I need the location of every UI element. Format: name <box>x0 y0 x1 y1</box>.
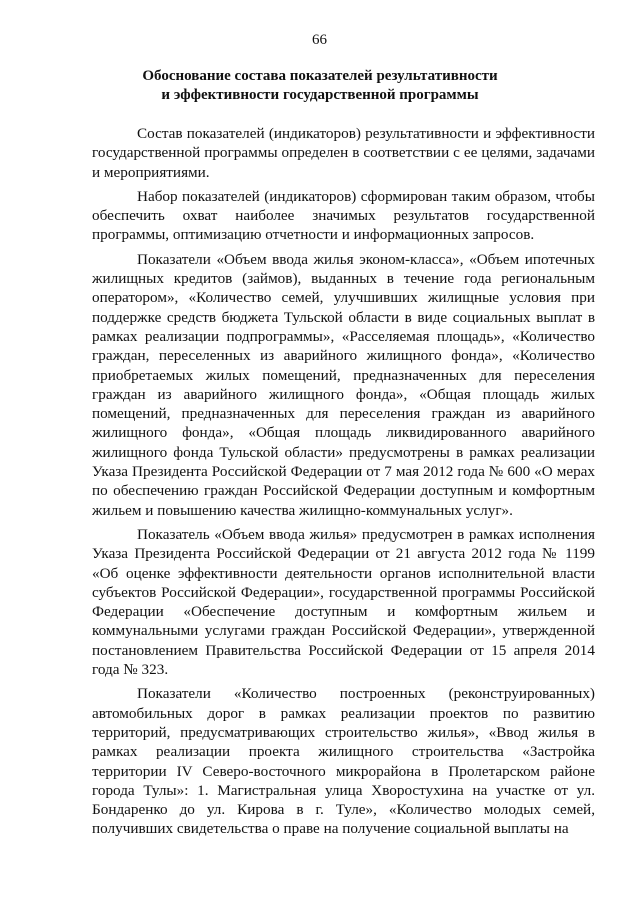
section-title-line-2: и эффективности государственной программы <box>161 87 479 103</box>
paragraph-3: Показатели «Объем ввода жилья эконом-класса», «Объем ипотечных жилищных кредитов (займов), выданных в течение года региональным оператором», «Количество семей, улучшивших жилищные условия при поддержке средств бюджета Тульской области в виде социальных выплат в рамках реализации подпрограммы», «Расселяемая площадь», «Количество граждан, переселенных из аварийного жилищного фонда», «Количество приобретаемых жилых помещений, предназначенных для переселения граждан из аварийного жилищного фонда», «Общая площадь жилых помещений, предназначенных для переселения граждан из аварийного жилищного фонда», «Общая площадь ликвидированного аварийного жилищного фонда Тульской области» предусмотрены в рамках реализации Указа Президента Российской Федерации от 7 мая 2012 года № 600 «О мерах по обеспечению граждан Российской Федерации доступным и комфортным жильем и повышению качества жилищно-коммунальных услуг». <box>92 250 595 519</box>
page-number: 66 <box>312 32 327 48</box>
document-body <box>92 124 595 844</box>
section-title-line-1: Обоснование состава показателей результативности <box>142 68 498 84</box>
paragraph-4: Показатель «Объем ввода жилья» предусмотрен в рамках исполнения Указа Президента Российской Федерации от 21 августа 2012 года № 1199 «Об оценке эффективности деятельности органов исполнительной власти субъектов Российской Федерации», государственной программы Российской Федерации «Обеспечение доступным и комфортным жильем и коммунальными услугами граждан Российской Федерации», утвержденной постановлением Правительства Российской Федерации от 15 апреля 2014 года № 323. <box>92 525 595 679</box>
paragraph-1: Состав показателей (индикаторов) результативности и эффективности государственной программы определен в соответствии с ее целями, задачами и мероприятиями. <box>92 125 595 181</box>
paragraph-5: Показатели «Количество построенных (реконструированных) автомобильных дорог в рамках реализации проектов по развитию территорий, предусматривающих строительство жилья», «Ввод жилья в рамках реализации проекта жилищного строительства «Застройка территории IV Северо-восточного микрорайона в Пролетарском районе города Тулы»: 1. Магистральная улица Хворостухина на участке от ул. Бондаренко до ул. Кирова в г. Туле», «Количество молодых семей, получивших свидетельства о праве на получение социальной выплаты на <box>92 685 595 838</box>
paragraph-2: Набор показателей (индикаторов) сформирован таким образом, чтобы обеспечить охват наиболее значимых результатов государственной программы, оптимизацию отчетности и информационных запросов. <box>92 187 595 244</box>
section-title <box>92 67 548 105</box>
